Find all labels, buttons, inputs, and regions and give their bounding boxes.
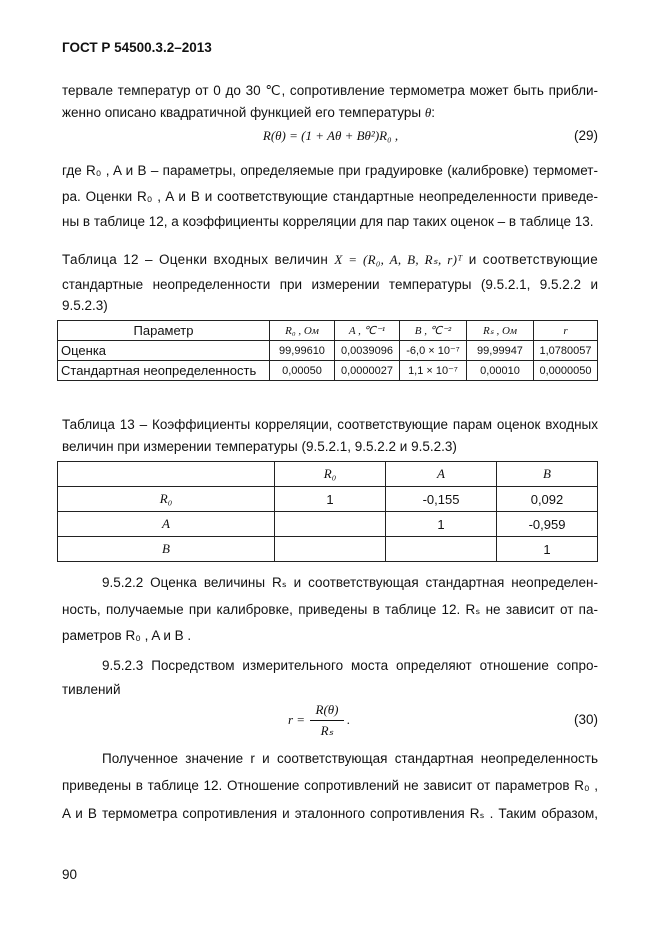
text-run: :: [431, 105, 436, 120]
paragraph-line: ность, получаемые при калибровке, приведены в таблице 12. Rₛ не зависит от па-: [62, 602, 598, 617]
paragraph-line: 9.5.2.2 Оценка величины Rₛ и соответствующая стандартная неопределен-: [102, 575, 598, 590]
table-header-cell: B: [497, 462, 598, 487]
text-run: женно описано квадратичной функцией его температуры: [62, 105, 422, 120]
theta-symbol: θ: [424, 105, 432, 120]
table-cell: -0,155: [386, 487, 497, 512]
table-cell: 99,99947: [467, 341, 534, 361]
table-row: [58, 361, 598, 381]
equation-number: (30): [573, 712, 598, 727]
table-cell: 1: [497, 537, 598, 562]
page-number: 90: [62, 867, 78, 882]
table-cell: -6,0 × 10⁻⁷: [400, 341, 467, 361]
table-13-caption: Таблица 13 – Коэффициенты корреляции, соответствующие парам оценок входных: [62, 417, 598, 432]
table-cell: [386, 537, 497, 562]
equation-29: [0, 128, 661, 144]
equation-lhs: r =: [288, 712, 306, 727]
paragraph-line: Полученное значение r и соответствующая стандартная неопределенность: [102, 751, 598, 766]
equation-30: [288, 700, 378, 744]
table-row: [58, 341, 598, 361]
table-header-cell: B , ℃⁻²: [400, 321, 467, 341]
table-cell: 99,99610: [270, 341, 335, 361]
table-header-row: [58, 321, 598, 341]
paragraph-line: приведены в таблице 12. Отношение сопротивлений не зависит от параметров R₀ ,: [62, 778, 598, 793]
table-cell: -0,959: [497, 512, 598, 537]
fraction-denominator: Rₛ: [320, 723, 334, 738]
equation-tail: .: [347, 712, 351, 727]
table-13: [57, 461, 598, 562]
table-cell: [275, 537, 386, 562]
table-cell: B: [58, 537, 275, 562]
table-header-cell: A: [386, 462, 497, 487]
paragraph-line: тервале температур от 0 до 30 ℃, сопротивление термометра может быть прибли-: [62, 83, 598, 98]
table-cell: 0,00010: [467, 361, 534, 381]
table-row: [58, 512, 598, 537]
table-cell: 1,0780057: [534, 341, 598, 361]
fraction-numerator: R(θ): [315, 702, 339, 717]
paragraph-line: ра. Оценки R₀ , A и B и соответствующие стандартные неопределенности приведе-: [62, 189, 598, 204]
table-13-caption-line: величин при измерении температуры (9.5.2.1, 9.5.2.2 и 9.5.2.3): [62, 439, 457, 454]
paragraph-line: A и B термометра сопротивления и эталонного сопротивления Rₛ . Таким образом,: [62, 806, 598, 821]
table-12: [57, 320, 598, 381]
table-header-cell: [58, 462, 275, 487]
table-cell: Стандартная неопределенность: [58, 361, 270, 381]
table-12-caption: [62, 251, 598, 269]
table-cell: 0,0000050: [534, 361, 598, 381]
paragraph-line: раметров R₀ , A и B .: [62, 628, 192, 643]
table-cell: [275, 512, 386, 537]
table-header-cell: r: [534, 321, 598, 341]
table-header-cell: R₀ , Ом: [270, 321, 335, 341]
table-header-cell: R₀: [275, 462, 386, 487]
caption-text: Таблица 12 – Оценки входных величин: [62, 252, 329, 267]
paragraph-line: [62, 104, 598, 122]
table-header-row: [58, 462, 598, 487]
table-12-caption-line: стандартные неопределенности при измерении температуры (9.5.2.1, 9.5.2.2 и: [62, 277, 598, 292]
paragraph-line: где R₀ , A и B – параметры, определяемые при градуировке (калибровке) термомет-: [62, 163, 598, 178]
paragraph-line: тивлений: [62, 682, 121, 697]
table-cell: 1: [275, 487, 386, 512]
table-cell: 1,1 × 10⁻⁷: [400, 361, 467, 381]
document-header: ГОСТ Р 54500.3.2–2013: [62, 40, 212, 55]
table-cell: 0,092: [497, 487, 598, 512]
equation-number: (29): [573, 128, 598, 143]
equation-text: R(θ) = (1 + Aθ + Bθ²)R₀ ,: [262, 128, 399, 143]
table-cell: R₀: [58, 487, 275, 512]
table-row: [58, 487, 598, 512]
caption-text: и соответствующие: [468, 252, 599, 267]
table-row: [58, 537, 598, 562]
table-12-caption-line: 9.5.2.3): [62, 298, 108, 313]
table-header-cell: Rₛ , Ом: [467, 321, 534, 341]
table-cell: 0,00050: [270, 361, 335, 381]
table-header-cell: Параметр: [58, 321, 270, 341]
table-cell: A: [58, 512, 275, 537]
paragraph-line: ны в таблице 12, а коэффициенты корреляции для пар таких оценок – в таблице 13.: [62, 214, 594, 229]
paragraph-line: 9.5.2.3 Посредством измерительного моста определяют отношение сопро-: [102, 658, 598, 673]
caption-vector: X = (R₀, A, B, Rₛ, r)ᵀ: [334, 252, 463, 267]
table-cell: 1: [386, 512, 497, 537]
table-cell: Оценка: [58, 341, 270, 361]
table-cell: 0,0039096: [335, 341, 400, 361]
table-header-cell: A , ℃⁻¹: [335, 321, 400, 341]
fraction-bar: [310, 720, 344, 721]
table-cell: 0,0000027: [335, 361, 400, 381]
